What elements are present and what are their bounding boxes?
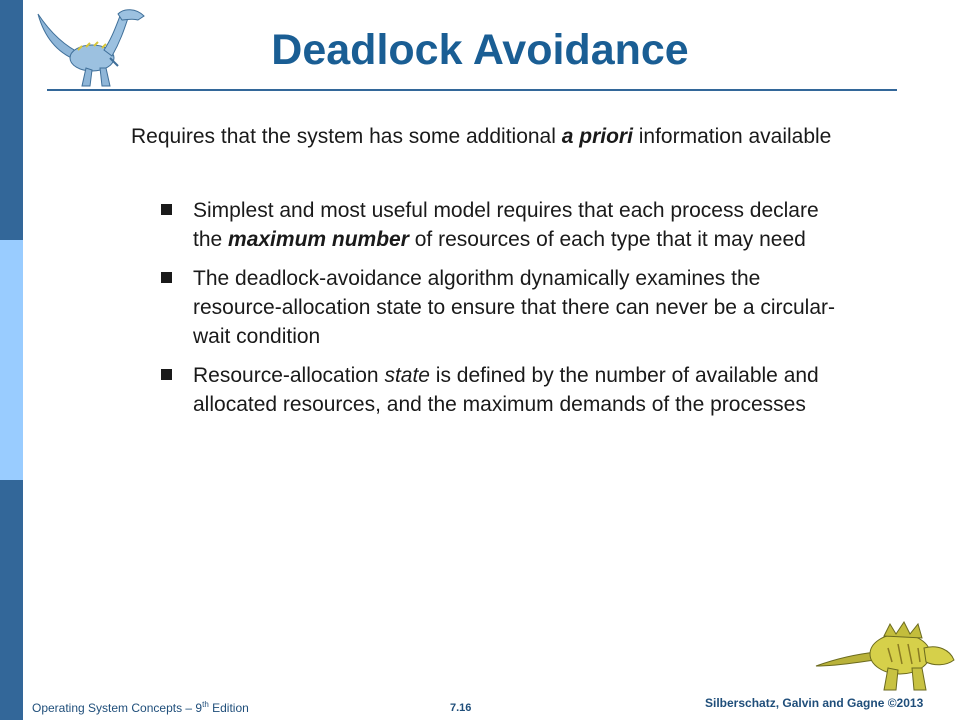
bullet-square-icon xyxy=(161,369,172,380)
footer-page-number: 7.16 xyxy=(450,702,472,714)
sidebar-bottom-band xyxy=(0,480,23,720)
title-underline xyxy=(47,89,897,91)
footer-book-edition: Edition xyxy=(208,701,249,715)
dinosaur-icon xyxy=(814,618,960,696)
footer-book-title xyxy=(32,700,249,715)
intro-text-after: information available xyxy=(632,125,832,148)
list-item xyxy=(160,361,840,419)
bullet-text-before: Resource-allocation xyxy=(193,364,385,387)
list-item xyxy=(160,264,840,351)
intro-text-before: Requires that the system has some additional xyxy=(131,125,562,148)
intro-emphasis: a priori xyxy=(561,125,633,148)
page-title: Deadlock Avoidance xyxy=(271,26,689,74)
footer-copyright: Silberschatz, Galvin and Gagne ©2013 xyxy=(705,696,924,710)
bullet-square-icon xyxy=(161,204,172,215)
bullet-text-before: The deadlock-avoidance algorithm dynamically examines the resource-allocation state to ensure that there can never be a circular-wait condition xyxy=(193,267,836,348)
list-item xyxy=(160,196,840,254)
bullet-emphasis: state xyxy=(384,364,430,387)
bullet-list xyxy=(160,196,840,429)
bullet-text-after: of resources of each type that it may need xyxy=(408,228,806,251)
footer-book-superscript: th xyxy=(202,700,209,709)
bullet-text-before: Simplest and most useful model requires that each process declare the xyxy=(193,199,819,251)
bullet-text-after: is defined by the number of available and allocated resources, and the maximum demands of the processes xyxy=(193,364,819,416)
footer-book-text: Operating System Concepts – 9 xyxy=(32,701,203,715)
bullet-square-icon xyxy=(161,272,172,283)
bullet-emphasis: maximum number xyxy=(228,228,409,251)
sidebar-middle-band xyxy=(0,240,23,480)
intro-paragraph xyxy=(131,122,851,151)
